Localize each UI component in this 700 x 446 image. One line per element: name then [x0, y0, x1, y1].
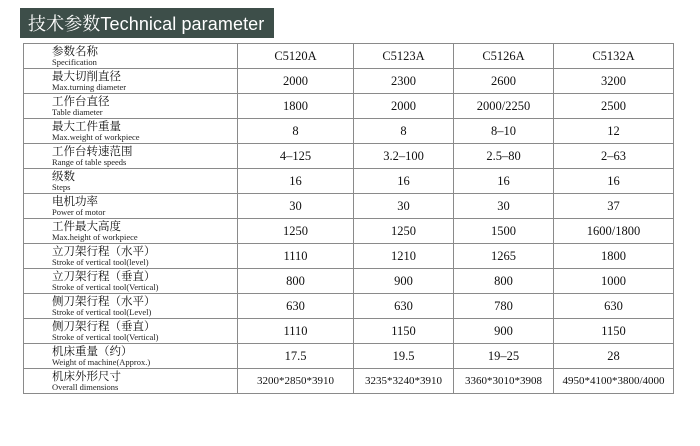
row-label-en: Max.turning diameter [52, 82, 127, 92]
value-cell: 37 [554, 194, 674, 219]
row-label-en: Stroke of vertical tool(Vertical) [52, 282, 159, 292]
row-label-cell [24, 219, 238, 244]
table-row [24, 344, 674, 369]
value-cell: 30 [454, 194, 554, 219]
value-cell: 3360*3010*3908 [454, 369, 554, 394]
value-cell: 3235*3240*3910 [354, 369, 454, 394]
row-label-zh: 最大工件重量 [52, 119, 121, 133]
value-cell: 4950*4100*3800/4000 [554, 369, 674, 394]
value-cell: 3.2–100 [354, 144, 454, 169]
value-cell: 1110 [238, 244, 354, 269]
header-model-cell: C5120A [238, 44, 354, 69]
row-label-en: Range of table speeds [52, 157, 127, 167]
table-row [24, 169, 674, 194]
row-label-en: Overall dimensions [52, 382, 119, 392]
value-cell: 3200 [554, 69, 674, 94]
section-banner [20, 8, 274, 38]
header-model-cell: C5132A [554, 44, 674, 69]
value-cell: 2000/2250 [454, 94, 554, 119]
value-cell: 1800 [238, 94, 354, 119]
header-label-zh: 参数名称 [52, 44, 98, 58]
value-cell: 630 [238, 294, 354, 319]
value-cell: 1110 [238, 319, 354, 344]
row-label-zh: 最大切削直径 [52, 69, 121, 83]
row-label-en: Steps [52, 182, 71, 192]
table-row [24, 194, 674, 219]
value-cell: 800 [238, 269, 354, 294]
table-row [24, 119, 674, 144]
table-row [24, 69, 674, 94]
value-cell: 30 [238, 194, 354, 219]
value-cell: 2–63 [554, 144, 674, 169]
row-label-en: Max.weight of workpiece [52, 132, 140, 142]
value-cell: 1150 [354, 319, 454, 344]
row-label-en: Stroke of vertical tool(Level) [52, 307, 152, 317]
row-label-zh: 级数 [52, 169, 75, 183]
row-label-en: Stroke of vertical tool(Vertical) [52, 332, 159, 342]
value-cell: 12 [554, 119, 674, 144]
row-label-zh: 机床外形尺寸 [52, 369, 121, 383]
row-label-zh: 立刀架行程（水平） [52, 244, 156, 258]
value-cell: 4–125 [238, 144, 354, 169]
row-label-cell [24, 169, 238, 194]
row-label-cell [24, 69, 238, 94]
value-cell: 8 [354, 119, 454, 144]
value-cell: 8–10 [454, 119, 554, 144]
value-cell: 630 [354, 294, 454, 319]
row-label-en: Weight of machine(Approx.) [52, 357, 151, 367]
value-cell: 2600 [454, 69, 554, 94]
table-row [24, 319, 674, 344]
value-cell: 2.5–80 [454, 144, 554, 169]
row-label-zh: 侧刀架行程（垂直） [52, 319, 156, 333]
value-cell: 16 [554, 169, 674, 194]
table-row [24, 144, 674, 169]
value-cell: 2300 [354, 69, 454, 94]
value-cell: 19–25 [454, 344, 554, 369]
row-label-cell [24, 344, 238, 369]
section-title: 技术参数Technical parameter [28, 14, 265, 34]
row-label-zh: 侧刀架行程（水平） [52, 294, 156, 308]
value-cell: 780 [454, 294, 554, 319]
row-label-zh: 工作台转速范围 [52, 144, 133, 158]
table-row [24, 244, 674, 269]
row-label-zh: 工件最大高度 [52, 219, 121, 233]
row-label-en: Table diameter [52, 107, 103, 117]
value-cell: 2000 [354, 94, 454, 119]
value-cell: 800 [454, 269, 554, 294]
value-cell: 28 [554, 344, 674, 369]
value-cell: 1250 [238, 219, 354, 244]
value-cell: 1265 [454, 244, 554, 269]
table-row [24, 369, 674, 394]
value-cell: 1250 [354, 219, 454, 244]
table-row [24, 94, 674, 119]
row-label-en: Max.height of workpiece [52, 232, 138, 242]
table-row [24, 269, 674, 294]
row-label-en: Stroke of vertical tool(level) [52, 257, 149, 267]
row-label-cell [24, 369, 238, 394]
row-label-zh: 机床重量（约） [52, 344, 133, 358]
value-cell: 16 [354, 169, 454, 194]
row-label-zh: 工作台直径 [52, 94, 110, 108]
value-cell: 630 [554, 294, 674, 319]
row-label-en: Power of motor [52, 207, 106, 217]
table-row [24, 294, 674, 319]
value-cell: 1600/1800 [554, 219, 674, 244]
value-cell: 19.5 [354, 344, 454, 369]
row-label-cell [24, 94, 238, 119]
value-cell: 1000 [554, 269, 674, 294]
row-label-zh: 立刀架行程（垂直） [52, 269, 156, 283]
header-label-en: Specification [52, 57, 97, 67]
header-model-cell: C5123A [354, 44, 454, 69]
value-cell: 16 [238, 169, 354, 194]
value-cell: 1500 [454, 219, 554, 244]
value-cell: 1800 [554, 244, 674, 269]
value-cell: 17.5 [238, 344, 354, 369]
row-label-cell [24, 244, 238, 269]
row-label-cell [24, 194, 238, 219]
value-cell: 1210 [354, 244, 454, 269]
header-model-cell: C5126A [454, 44, 554, 69]
row-label-cell [24, 269, 238, 294]
value-cell: 16 [454, 169, 554, 194]
row-label-cell [24, 294, 238, 319]
value-cell: 900 [354, 269, 454, 294]
row-label-cell [24, 119, 238, 144]
value-cell: 2500 [554, 94, 674, 119]
value-cell: 8 [238, 119, 354, 144]
row-label-cell [24, 144, 238, 169]
value-cell: 3200*2850*3910 [238, 369, 354, 394]
value-cell: 900 [454, 319, 554, 344]
value-cell: 30 [354, 194, 454, 219]
table-row [24, 219, 674, 244]
row-label-zh: 电机功率 [52, 194, 98, 208]
row-label-cell [24, 319, 238, 344]
spec-table [23, 43, 674, 394]
value-cell: 2000 [238, 69, 354, 94]
table-header-row [24, 44, 674, 69]
value-cell: 1150 [554, 319, 674, 344]
header-label-cell [24, 44, 238, 69]
